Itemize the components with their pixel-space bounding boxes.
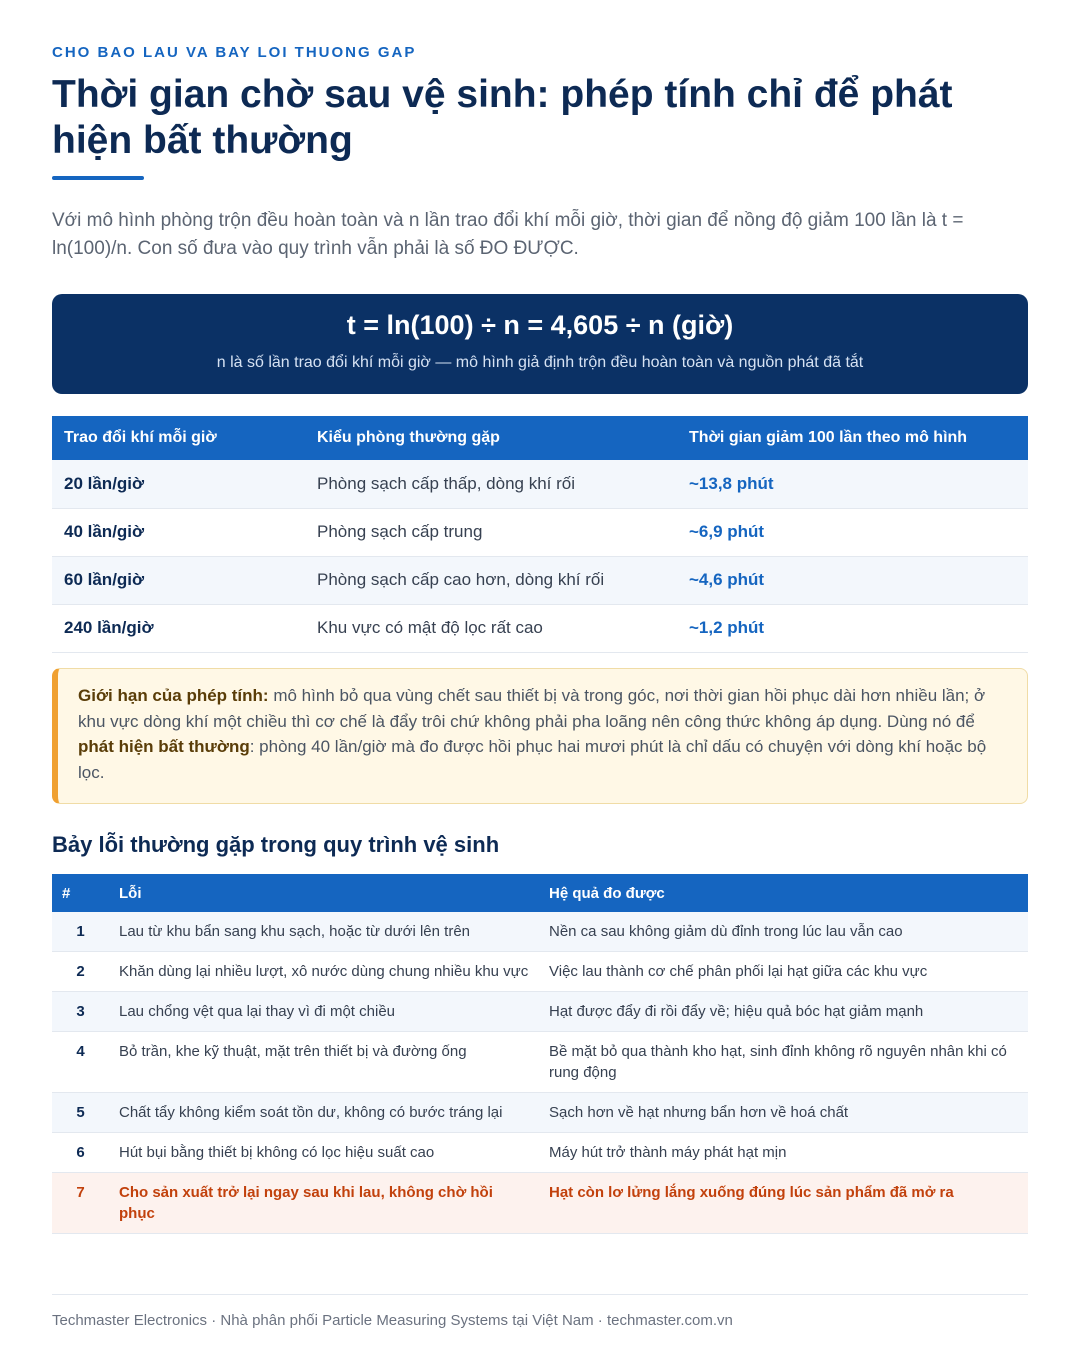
table-row-highlighted [52, 1173, 1028, 1234]
formula-box [52, 294, 1028, 394]
column-header: Kiểu phòng thường gặp [305, 416, 677, 460]
consequence-cell: Hạt còn lơ lửng lắng xuống đúng lúc sản phẩm đã mở ra [539, 1173, 1028, 1234]
eyebrow: CHO BAO LAU VA BAY LOI THUONG GAP [52, 44, 417, 61]
row-number: 5 [52, 1093, 109, 1133]
limitation-callout [52, 668, 1028, 804]
column-header: # [52, 874, 109, 912]
row-number: 7 [52, 1173, 109, 1234]
callout-emphasis: phát hiện bất thường [78, 737, 250, 756]
consequence-cell: Sạch hơn về hạt nhưng bẩn hơn về hoá chất [539, 1093, 1028, 1133]
section-heading: Bảy lỗi thường gặp trong quy trình vệ sinh [52, 832, 500, 857]
room-type-cell: Phòng sạch cấp cao hơn, dòng khí rối [305, 556, 677, 604]
room-type-cell: Phòng sạch cấp thấp, dòng khí rối [305, 460, 677, 508]
table-row [52, 556, 1028, 604]
table-row [52, 952, 1028, 992]
consequence-cell: Máy hút trở thành máy phát hạt mịn [539, 1133, 1028, 1173]
row-number: 4 [52, 1032, 109, 1093]
recovery-time-cell: ~6,9 phút [677, 508, 1028, 556]
error-cell: Hút bụi bằng thiết bị không có lọc hiệu suất cao [109, 1133, 539, 1173]
error-cell: Cho sản xuất trở lại ngay sau khi lau, không chờ hồi phục [109, 1173, 539, 1234]
callout-text: mô hình bỏ qua vùng chết sau thiết bị và trong góc, nơi thời gian hồi phục dài hơn nhiều lần; ở khu vực dòng khí một chiều thì cơ chế là đẩy trôi chứ không phải pha loãng nên công thức không áp dụng. Dùng nó để [78, 686, 986, 731]
error-cell: Bỏ trần, khe kỹ thuật, mặt trên thiết bị và đường ống [109, 1032, 539, 1093]
formula-main: t = ln(100) ÷ n = 4,605 ÷ n (giờ) [346, 310, 734, 340]
air-changes-cell: 40 lần/giờ [52, 508, 305, 556]
consequence-cell: Hạt được đẩy đi rồi đẩy về; hiệu quả bóc hạt giảm mạnh [539, 992, 1028, 1032]
table-row [52, 1133, 1028, 1173]
recovery-time-cell: ~1,2 phút [677, 604, 1028, 652]
table-row [52, 912, 1028, 952]
error-cell: Lau chổng vệt qua lại thay vì đi một chiều [109, 992, 539, 1032]
error-cell: Khăn dùng lại nhiều lượt, xô nước dùng chung nhiều khu vực [109, 952, 539, 992]
recovery-time-cell: ~13,8 phút [677, 460, 1028, 508]
air-changes-cell: 240 lần/giờ [52, 604, 305, 652]
table-row [52, 1093, 1028, 1133]
formula-note: n là số lần trao đổi khí mỗi giờ — mô hình giả định trộn đều hoàn toàn và nguồn phát đã tắt [216, 354, 864, 371]
table-row [52, 460, 1028, 508]
room-type-cell: Phòng sạch cấp trung [305, 508, 677, 556]
title-underline [52, 176, 144, 180]
row-number: 6 [52, 1133, 109, 1173]
consequence-cell: Việc lau thành cơ chế phân phối lại hạt giữa các khu vực [539, 952, 1028, 992]
row-number: 1 [52, 912, 109, 952]
air-changes-cell: 60 lần/giờ [52, 556, 305, 604]
lead-paragraph: Với mô hình phòng trộn đều hoàn toàn và n lần trao đổi khí mỗi giờ, thời gian để nồng độ giảm 100 lần là t = ln(100)/n. Con số đưa vào quy trình vẫn phải là số ĐO ĐƯỢC. [52, 210, 964, 259]
error-cell: Chất tẩy không kiểm soát tồn dư, không có bước tráng lại [109, 1093, 539, 1133]
table-header-row [52, 874, 1028, 912]
row-number: 3 [52, 992, 109, 1032]
consequence-cell: Nền ca sau không giảm dù đỉnh trong lúc lau vẫn cao [539, 912, 1028, 952]
room-type-cell: Khu vực có mật độ lọc rất cao [305, 604, 677, 652]
table-row [52, 1032, 1028, 1093]
footer-divider [52, 1294, 1028, 1295]
table-row [52, 992, 1028, 1032]
page-title: Thời gian chờ sau vệ sinh: phép tính chỉ để phát hiện bất thường [52, 73, 953, 162]
table-row [52, 604, 1028, 652]
footer-text: Techmaster Electronics · Nhà phân phối Particle Measuring Systems tại Việt Nam · techmaster.com.vn [52, 1312, 733, 1329]
callout-text: : phòng 40 lần/giờ mà đo được hồi phục hai mươi phút là chỉ dấu có chuyện với dòng khí hoặc bộ lọc. [78, 737, 987, 782]
column-header: Thời gian giảm 100 lần theo mô hình [677, 416, 1028, 460]
column-header: Trao đổi khí mỗi giờ [52, 416, 305, 460]
column-header: Lỗi [109, 874, 539, 912]
callout-label: Giới hạn của phép tính: [78, 686, 269, 705]
table-row [52, 508, 1028, 556]
errors-table [52, 874, 1028, 1234]
recovery-table [52, 416, 1028, 653]
air-changes-cell: 20 lần/giờ [52, 460, 305, 508]
column-header: Hệ quả đo được [539, 874, 1028, 912]
table-header-row [52, 416, 1028, 460]
error-cell: Lau từ khu bẩn sang khu sạch, hoặc từ dưới lên trên [109, 912, 539, 952]
row-number: 2 [52, 952, 109, 992]
recovery-time-cell: ~4,6 phút [677, 556, 1028, 604]
consequence-cell: Bề mặt bỏ qua thành kho hạt, sinh đỉnh không rõ nguyên nhân khi có rung động [539, 1032, 1028, 1093]
